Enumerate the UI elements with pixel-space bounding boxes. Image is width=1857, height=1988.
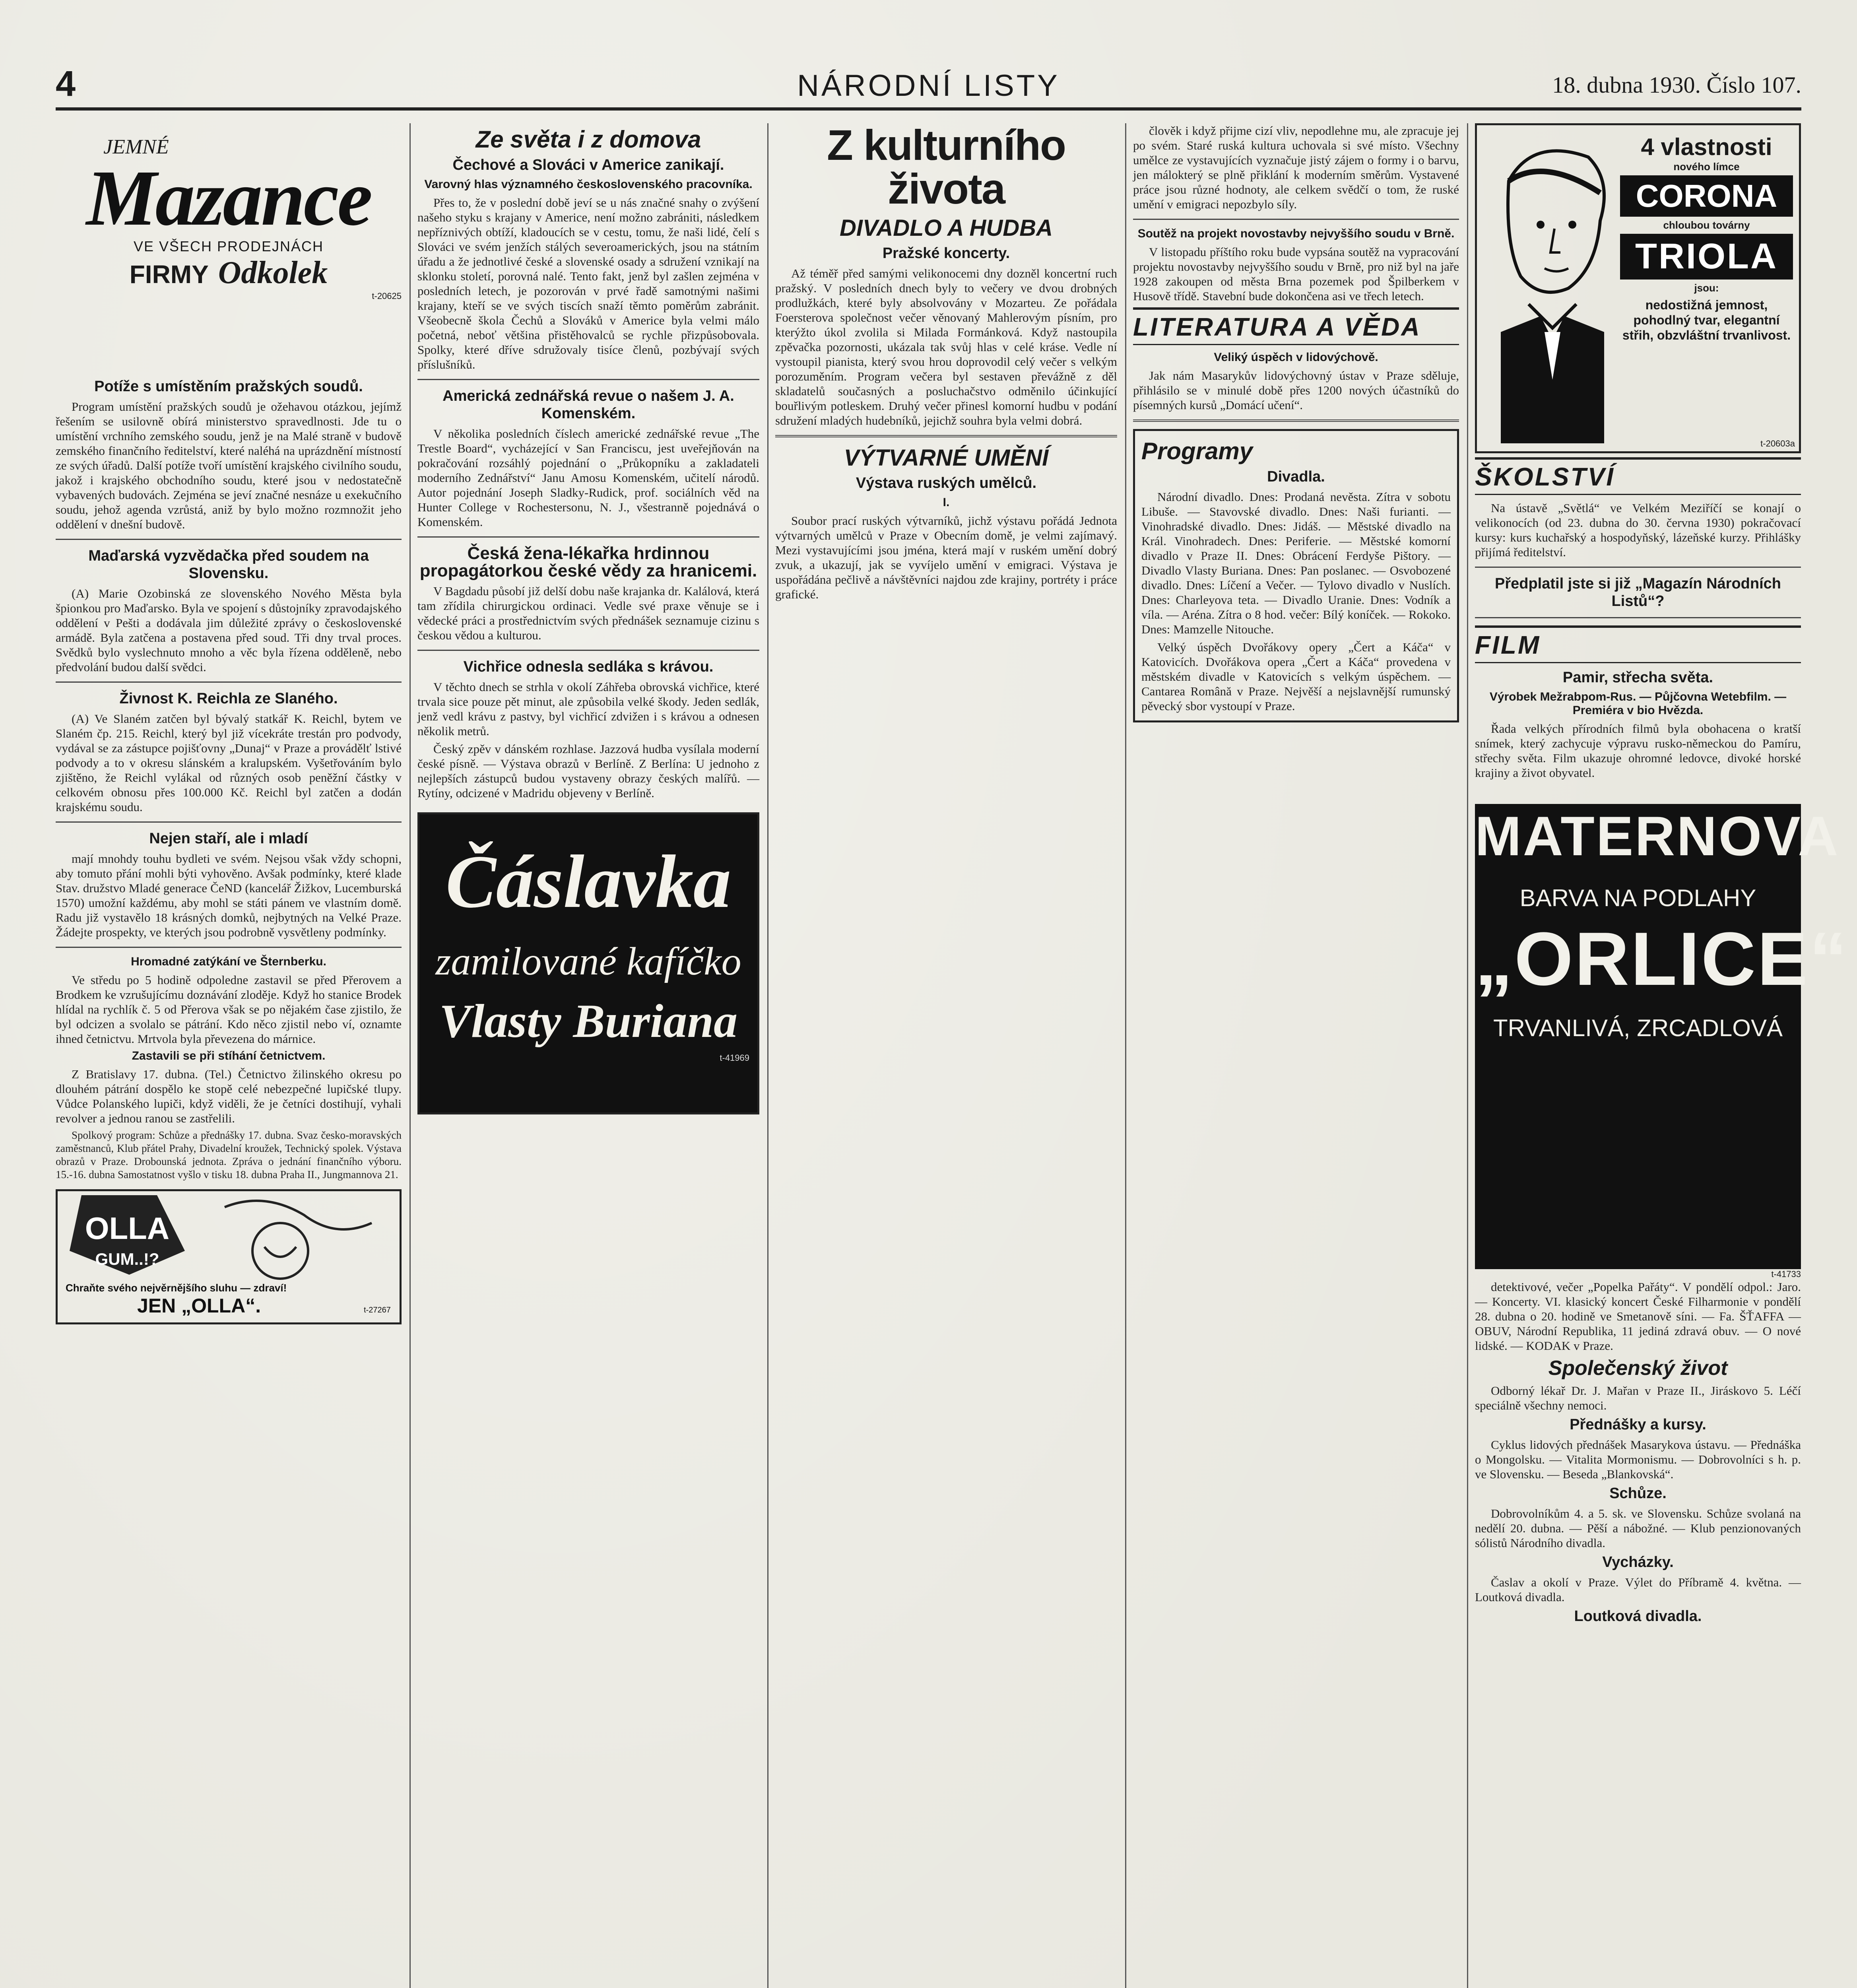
paragraph: (A) Marie Ozobinská ze slovenského Nového Města byla špionkou pro Maďarsko. Byla ve spojení s důstojníky zpravodajského oddělení v Pešti a dodávala jim důležité zprávy o československé armádě. Byla zatčena a postavena před soud. Tři dny trval proces. Svědků bylo vyslechnuto mnoho a věc byla řízena odděleně, nebo předvolání budou další svědci. [56,586,402,674]
article-body [56,1129,402,1181]
issue-date: 18. dubna 1930. Číslo 107. [1552,72,1801,98]
ad-text-block [1620,133,1793,343]
divider [56,681,402,683]
divider [417,536,759,538]
man-portrait-illustration [1485,133,1616,443]
article-body [1133,123,1459,212]
paragraph: Až téměř před samými velikonocemi dny dozněl koncertní ruch pražský. V posledních dnech byly to večery ve dvou drobných prodlužkách, které byly absolvovány v Mozarteu. Ze pořádala Foersterova společnost večer věnovaný Mahlerovým písním, pro kterýžto úkol zvolila si Milada Formánková. Když nastoupila zpěvačka pozornosti, ukázala tak svůj hlas v celé kráse. Vedle ní vystoupil pianista, který svou hrou doprovodil celý večer s velkým porozuměním. Program večera byl sestaven převážně z děl skladatelů současných a posluchačstvo odměnilo účinkující bouřlivým potleskem. Druhý večer přinesl komorní hudbu v podání sdružení mladých hudebníků, jejichž souhra byla velmi dobrá. [775,266,1117,427]
article-body [417,584,759,643]
article-title: Pražské koncerty. [882,245,1010,262]
section-title: ŠKOLSTVÍ [1475,457,1801,495]
article-title: Loutková divadla. [1574,1608,1702,1625]
ad-headline: Mazance [86,154,371,242]
article-body [56,586,402,674]
article-body [56,973,402,1046]
article-body [1475,1575,1801,1604]
article-title: Americká zednářská revue o našem J. A. Komenském. [442,388,734,422]
article-title: Přednášky a kursy. [1570,1416,1706,1433]
ad-brand: CORONA [1620,175,1793,217]
article-body [417,426,759,529]
article-body [56,399,402,532]
article-number: I. [943,496,950,509]
paragraph: Dobrovolníkům 4. a 5. sk. ve Slovensku. Schůze svolaná na nedělí 20. dubna. — Pěší a nábožné. — Klub penzionovaných sólistů Národního divadla. [1475,1507,1801,1550]
paragraph: Z Bratislavy 17. dubna. (Tel.) Četnictvo žilinského okresu po dlouhém pátrání dospělo ke stopě celé nebezpečné lupičské tlupy. Vůdce Polanského lupiči, když viděli, že je četníci dostihují, vyhali revolver a jednou ranou se zastřelili. [56,1067,402,1125]
paragraph: V Bagdadu působí již delší dobu naše krajanka dr. Kalálová, která tam zřídila chirurgickou ordinaci. Vedle své praxe věnuje se i vědecké práci a prostřednictvím svých přednášek seznamuje cizinu s českou vědou a kulturou. [417,584,759,642]
programs-box [1133,429,1459,722]
paragraph: Velký úspěch Dvořákovy opery „Čert a Káča“ v Katovicích. Dvořákova opera „Čert a Káča“ provedena v městském divadle v Katovicích s velkým úspěchem. — Cantarea Română v Praze. Nejvěší a nejslavnější rumunský pěvecký sbor vystoupí v Praze. [1141,640,1451,713]
article-body [1475,1506,1801,1550]
divider [56,821,402,823]
column-1 [56,123,402,1324]
column-4 [1133,123,1459,722]
ad-text: zamilované kafíčko [435,939,741,983]
divider [1475,567,1801,568]
advert-triola [1475,123,1801,453]
article-body [56,1067,402,1126]
paragraph: detektivové, večer „Popelka Pařáty“. V pondělí odpol.: Jaro. — Koncerty. VI. klasický koncert České Filharmonie v pondělí 28. dubna o 20. hodině ve Smetanově síni. — Fa. ŠŤAFFA — OBUV, Národní Republika, 11 jediná zdravá obuv. — O nové lidské. — KODAK v Praze. [1475,1280,1801,1353]
paragraph: Cyklus lidových přednášek Masarykova ústavu. — Přednáška o Mongolsku. — Vitalita Mormonismu. — Dobrovolníci s h. p. ve Slovensku. — Beseda „Blankovská“. [1475,1438,1801,1481]
article-title: Živnost K. Reichla ze Slaného. [119,690,338,707]
paragraph: Časlav a okolí v Praze. Výlet do Příbramě 4. května. — Loutková divadla. [1475,1575,1801,1604]
article-body [1141,640,1451,713]
divider [1133,219,1459,220]
section-title: Z kulturního života [827,121,1065,213]
paragraph: V několika posledních číslech americké zednářské revue „The Trestle Board“, vycházející v San Franciscu, jest uveřejňován na pokračování rozsáhlý pojednání o „Průkopníku a zakladateli moderního Zednářství“ Janu Amosu Komenském, učitelí národů. Autor pojednání Joseph Sladky-Rudick, prof. sociálních věd na Hunter College v Rochestersonu, N. J., všestranně pojednává o Komenském. [417,427,759,529]
ad-text: chloubou továrny [1663,219,1750,231]
paragraph: Soubor prací ruských výtvarníků, jichž výstavu pořádá Jednota výtvarných umělců v Praze v Obecním domě, je velmi zajímavý. Mezi vystavujícími jsou jména, která mají v ruském umění dobrý zvuk, a ukazují, jak se vyvíjelo umění v emigraci. Výstava je uspořádána pečlivě a návštěvníci najdou zde krajiny, portréty i práce grafické. [775,514,1117,601]
article-body [1475,1437,1801,1481]
subscription-notice: Předplatil jste si již „Magazín Národních Listů“? [1494,575,1781,610]
article-title: Zastavili se při stíhání četnictvem. [132,1049,326,1062]
section-subtitle: Divadla. [1267,468,1325,485]
divider [775,435,1117,437]
advert-mazance [56,135,402,374]
article-title: Veliký úspěch v lidovýchově. [1214,351,1378,364]
article-body [1141,489,1451,637]
article-body [56,851,402,940]
ad-text: JEN „OLLA“. [137,1295,261,1317]
ad-text: VE VŠECH PRODEJNÁCH [133,238,324,254]
paragraph: Ve středu po 5 hodině odpoledne zastavil se před Přerovem a Brodkem ke vzrušujícímu doznávání zloděje. Když ho stanice Brodek hlídal na rychlík č. 5 od Přerova však se po nějakém čase zjistilo, že byl odcizen a svolalo se pátrání. Kdo něco zjistil nebo ví, oznamte ihned četnictvu. Mrtvola byla převezena do márnice. [56,973,402,1046]
ad-number: t-20625 [372,291,402,301]
article-title: Hromadné zatýkání ve Šternberku. [131,955,326,968]
paragraph: Český zpěv v dánském rozhlase. Jazzová hudba vysílala moderní české písně. — Výstava obrazů v Berlíně. Z Berlína: U jednoho z nejlepších zástupců budou vystaveny obrazy českých malířů. — Rytíny, odcizené v Madridu objeveny v Berlíně. [417,742,759,800]
ad-headline: 4 vlastnosti [1641,134,1772,160]
paragraph: Národní divadlo. Dnes: Prodaná nevěsta. Zítra v sobotu Libuše. — Stavovské divadlo. Dnes: Naši furianti. — Vinohradské divadlo. Dnes: Jidáš. — Městské divadlo na Král. Vinohradech. Dnes: Periferie. — Městské komorní divadlo v Praze II. Dnes: Obrácení Ferdyše Pištory. — Divadlo Vlasty Buriana. Dnes: Pan poslanec. — Osvobozené divadlo. Dnes: Líčení a Večer. — Tylovo divadlo v Nuslích. Dnes: Charleyova teta. — Divadlo Uranie. Dnes: Vodník a víla. — Aréna. Zítra o 8 hod. večer: Bílý koníček. — Rokoko. Dnes: Mamzelle Nitouche. [1141,490,1451,636]
paragraph: Program umístění pražských soudů je ožehavou otázkou, jejímž řešením se usilovně obírá ministerstvo spravedlnosti. Jde tu o umístění vrchního zemského soudu, jenž je na Malé straně v budově zemského finančního ředitelství, které naléhá na uprázdnění místností ze svých úřadů. Další potíže tvoří umístění krajského civilního soudu, jakož i krajského obchodního soudu, které jsou v nedostatečně vybavených budovách. Zejména se jeví značné nesnáze u exekučního soudu, jehož agenda vzrůstá, aniž by bylo možno rozmnožit jeho oddělení v dnešní budově. [56,400,402,531]
divider [417,379,759,380]
section-title: FILM [1475,625,1801,663]
ad-brand: Odkolek [218,255,328,290]
article-title: Pamir, střecha světa. [1562,669,1713,686]
divider [1475,617,1801,618]
section-title: Ze světa i z domova [475,126,701,153]
advert-maternova [1475,804,1849,1269]
section-title: Společenský život [1548,1357,1728,1380]
article-title: Nejen staří, ale i mladí [149,830,308,847]
article-body [417,679,759,738]
paragraph: člověk i když přijme cizí vliv, nepodlehne mu, ale zpracuje jej po svém. Staré ruská kultura uchovala si své místo. Všechny umělce ze vystavujících vyznačuje jistý zájem o formy i o barvu, jen málokterý se plně přiklání k moderním směrům. Vystavené práce jsou různé hodnoty, ale celkem svědčí o tom, že ruské umění v emigraci nepozbylo síly. [1133,124,1459,211]
article-body [1475,721,1801,780]
paragraph: Na ústavě „Světlá“ ve Velkém Meziříčí se konají o velikonocích (od 23. dubna do 30. června 1930) pokračovací kursy: kurs kuchařský a hospodyňský, lázeňské kurzy. Přihlášky přijímá ředitelství. [1475,501,1801,559]
paragraph: Jak nám Masarykův lidovýchovný ústav v Praze sděluje, přihlásilo se v minulé době přes 1200 nových účastníků do písemných kursů „Domácí učení“. [1133,369,1459,412]
ad-text: jsou: [1694,282,1719,294]
ad-text: TRVANLIVÁ, ZRCADLOVÁ [1493,1015,1783,1041]
article-body [1475,1279,1801,1353]
ad-brand: „ORLICE“ [1475,917,1849,1001]
column-rule [1467,123,1468,1988]
paragraph: Odborný lékař Dr. J. Mařan v Praze II., Jiráskovo 5. Léčí speciálně všechny nemoci. [1475,1384,1801,1412]
column-2 [417,123,759,1114]
advert-olla [56,1189,402,1324]
column-rule [1125,123,1126,1988]
article-body [56,711,402,814]
advert-caslavka [417,812,759,1114]
paragraph: (A) Ve Slaném zatčen byl bývalý statkář K. Reichl, bytem ve Slaném čp. 215. Reichl, který byl již vícekráte trestán pro podvody, vydával se za zástupce pojišťovny „Dunaj“ v Praze a provádělť lstivé podvody a to v okresu slánském a kralupském. Vyšetřováním bylo zjištěno, že Reichl vylákal od různých osob peněžní částky v celkovém obnosu přes 100.000 Kč. Reichl byl zatčen a dodán krajskému soudu. [56,712,402,814]
paragraph: V těchto dnech se strhla v okolí Záhřeba obrovská vichřice, které trvala sice pouze pět minut, ale způsobila velké škody. Jeden sedlák, jenž vedl krávu z pastvy, byl vichřicí zdvižen i s krávou a odnesen několik metrů. [417,680,759,738]
article-body [1475,501,1801,559]
section-title: LITERATURA A VĚDA [1133,307,1459,345]
ad-brand: Čáslavka [446,840,731,924]
article-title: Maďarská vyzvědačka před soudem na Slovensku. [88,547,369,582]
ad-brand: TRIOLA [1620,234,1793,280]
article-title: Výstava ruských umělců. [856,475,1037,491]
article-subtitle: Výrobek Mežrabpom-Rus. — Půjčovna Wetebfilm. — Premiéra v bio Hvězda. [1489,690,1787,717]
ad-brand: OLLA [85,1211,170,1246]
paragraph: Řada velkých přírodních filmů byla obohacena o kratší snímek, který zachycuje výpravu rusko-německou do Pamíru, střechy světa. Film ukazuje ohromné ledovce, divoké horské krajiny a život obyvatel. [1475,722,1801,780]
olla-ad-art [58,1191,400,1318]
article-subtitle: Varovný hlas významného československého pracovníka. [424,178,753,191]
paragraph: Spolkový program: Schůze a přednášky 17. dubna. Svaz česko-moravských zaměstnanců, Klub přátel Prahy, Divadelní kroužek, Technický spolek. Výstava obrazů v Praze. Drobounská jednota. Zpráva o jednání finančního výboru. 15.-16. dubna Samostatnost vyšlo v tisku 18. dubna Praha II., Jungmannova 21. [56,1129,402,1180]
paragraph: V listopadu příštího roku bude vypsána soutěž na vypracování projektu novostavby nejvyššího soudu v Brně, pro niž byl na jaře 1928 zakoupen od města Brna pozemek pod Špilberkem v Husově třídě. Stavební bude dokončena asi ve třech letech. [1133,245,1459,303]
ad-number: t-41733 [1771,1269,1801,1279]
masthead [56,60,1801,111]
divider [417,650,759,651]
paragraph: Přes to, že v poslední době jeví se u nás značné snahy o zvýšení našeho styku s krajany v Americe, není možno zabrániti, následkem nepříznivých obtíží, kladoucích se v cestu, tomu, že naši lidé, čelí s Slováci ve svém jenžích stálých severoamerických, jsou na státním úřadu a že jednotlivé české a slovenské osady a sdružení vznikají na sklonku století, porovná nalé. Tento fakt, jenž byl zašlen zejména v posledních letech, je pozorován v prvé řadě samotnými našimi krajany, kteří se ve svých tiscích snaží těmto poměrům zabránit. Všeobecně škola Čechů a Slováků v Americe byla velmi málo početná, neboť většina přistěhovalců se rychle přizpůsobovala. Spolky, které dříve sdružovaly tisíce členů, pozbývají svých příslušníků. [417,196,759,371]
article-body [1133,368,1459,412]
column-rule [409,123,411,1988]
section-title: Programy [1141,438,1253,464]
article-body [417,195,759,372]
section-subtitle: DIVADLO A HUDBA [840,215,1053,241]
article-body [775,513,1117,602]
ad-text: Chraňte svého nejvěrnějšího sluhu — zdraví! [66,1282,287,1294]
article-title: Potíže s umístěním pražských soudů. [94,378,363,395]
ad-text: Vlasty Buriana [439,994,738,1047]
divider [56,947,402,948]
article-body [417,742,759,800]
article-title: Vichřice odnesla sedláka s krávou. [463,658,714,675]
ad-text: JEMNÉ [103,136,169,158]
ad-brand: MATERNOVA [1475,805,1840,867]
ad-number: t-41969 [720,1053,749,1063]
section-title: VÝTVARNÉ UMĚNÍ [844,445,1049,471]
column-rule [767,123,768,1988]
article-title: Soutěž na projekt novostavby nejvyššího soudu v Brně. [1137,227,1455,240]
newspaper-title: NÁRODNÍ LISTY [797,69,1060,103]
article-body [1475,1383,1801,1413]
article-title: Česká žena-lékařka hrdinnou propagátorkou české vědy za hranicemi. [419,544,757,580]
ad-number: t-20603a [1760,439,1795,448]
article-body [1133,245,1459,303]
article-title: Schůze. [1609,1485,1667,1502]
ad-text: BARVA NA PODLAHY [1519,885,1756,911]
paragraph: mají mnohdy touhu bydleti ve svém. Nejsou však vždy schopni, aby tomuto přání mohli býti vyhověno. Avšak podmínky, které klade Stav. družstvo Mladé generace ČeND (kancelář Žižkov, Lucemburská 1570) umožní každému, aby mohl se státi pánem ve vlastním domě. Radu již vystavělo 18 krásných domků, nejbytných na Velké Praze. Žádejte prospekty, ve kterých jsou podrobně vysvětleny podmínky. [56,852,402,939]
column-3 [775,123,1117,605]
ad-text: nového límce [1673,161,1740,173]
ad-text: FIRMY [129,260,209,289]
article-title: Vycházky. [1602,1554,1674,1571]
article-body [775,266,1117,428]
divider [56,539,402,540]
divider [1133,419,1459,422]
ad-number: t-27267 [364,1306,391,1314]
article-title: Čechové a Slováci v Americe zanikají. [452,157,724,173]
page-number: 4 [56,64,76,104]
ad-text: nedostižná jemnost, pohodlný tvar, elegantní střih, obzvláštní trvanlivost. [1622,298,1791,342]
ad-text: GUM..!? [95,1250,159,1268]
column-5 [1475,123,1849,1629]
